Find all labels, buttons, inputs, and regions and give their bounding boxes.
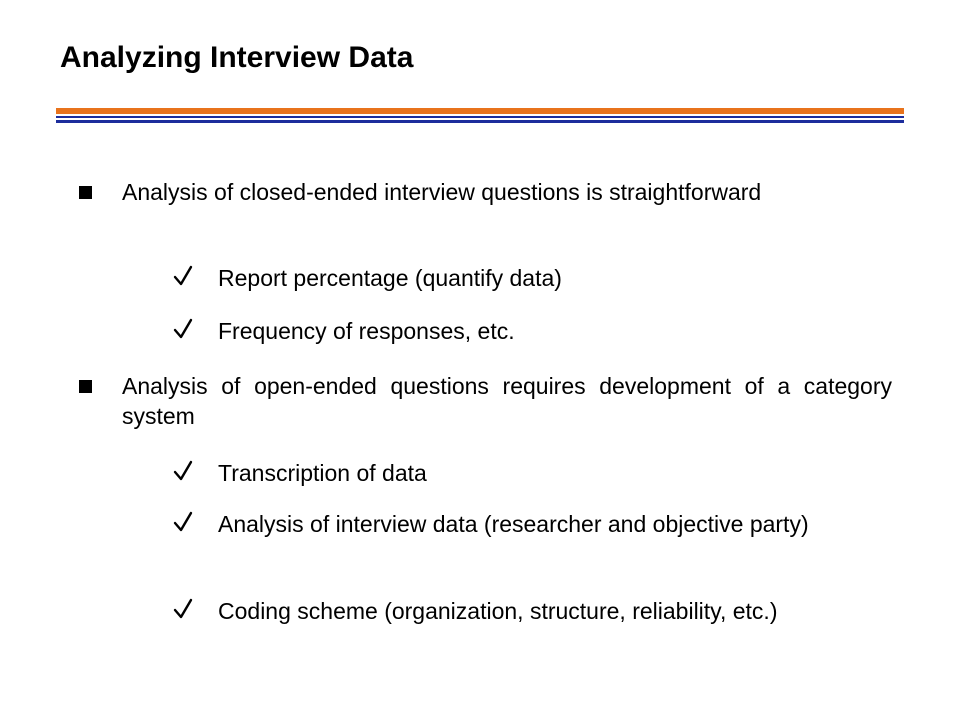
sub-bullet-item xyxy=(218,509,898,539)
sub-bullet-item xyxy=(218,458,898,488)
bullet-text: Analysis of open-ended questions requires development of a category system xyxy=(122,373,892,429)
sub-bullet-text: Coding scheme (organization, structure, reliability, etc.) xyxy=(218,598,778,624)
square-bullet-icon xyxy=(79,380,92,393)
checkmark-icon xyxy=(173,510,193,534)
bullet-item xyxy=(122,371,892,431)
sub-bullet-text: Analysis of interview data (researcher and objective party) xyxy=(218,511,809,537)
square-bullet-icon xyxy=(79,186,92,199)
sub-bullet-text: Report percentage (quantify data) xyxy=(218,265,562,291)
sub-bullet-item xyxy=(218,596,898,626)
sub-bullet-text: Transcription of data xyxy=(218,460,427,486)
checkmark-icon xyxy=(173,264,193,288)
slide-title: Analyzing Interview Data xyxy=(60,41,414,74)
sub-bullet-item xyxy=(218,263,898,293)
checkmark-icon xyxy=(173,317,193,341)
bullet-item xyxy=(122,177,892,207)
checkmark-icon xyxy=(173,459,193,483)
sub-bullet-text: Frequency of responses, etc. xyxy=(218,318,515,344)
sub-bullet-item xyxy=(218,316,898,346)
checkmark-icon xyxy=(173,597,193,621)
bullet-text: Analysis of closed-ended interview questions is straightforward xyxy=(122,179,762,205)
